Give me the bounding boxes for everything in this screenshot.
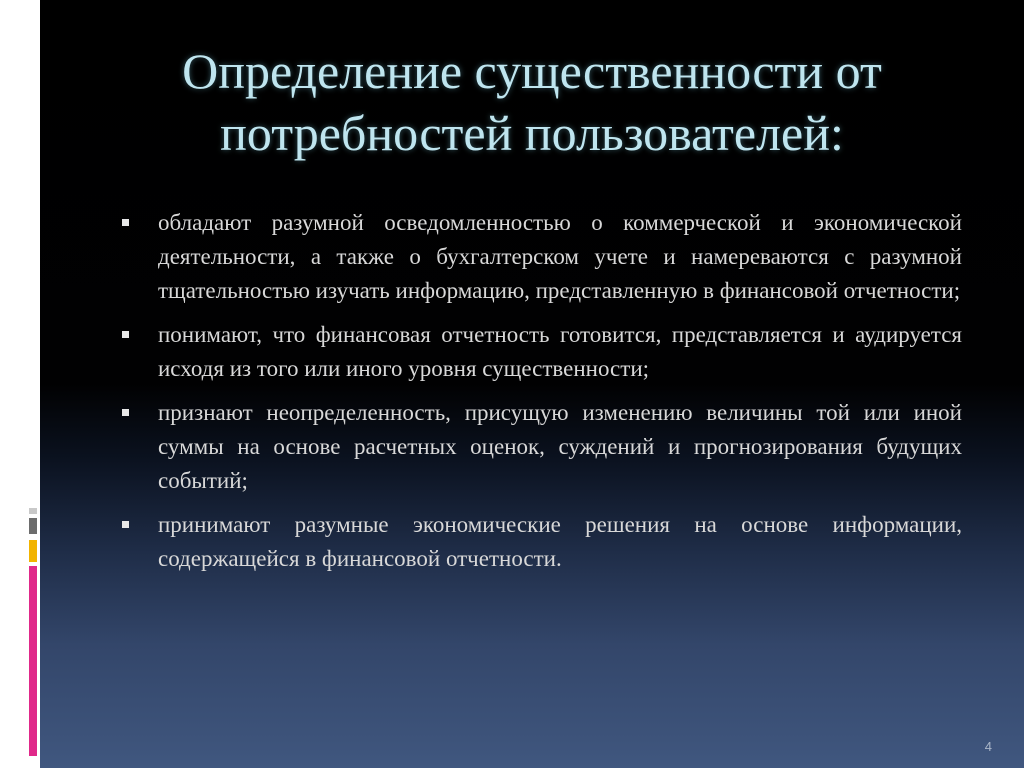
accent-bars [0, 0, 40, 768]
accent-bar-dark-gray [29, 518, 37, 534]
slide-title [40, 40, 1024, 164]
square-bullet-icon [122, 331, 129, 338]
accent-bar-magenta [29, 566, 37, 756]
bullet-text: принимают разумные экономические решения на основе информации, содержащейся в финансовой отчетности. [158, 512, 962, 571]
bullet-text: обладают разумной осведомленностью о коммерческой и экономической деятельности, а также о бухгалтерском учете и намереваются с разумной тщательностью изучать информацию, представленную в финансовой отчетности; [158, 210, 962, 303]
bullet-item [122, 508, 962, 576]
bullet-list [122, 206, 962, 586]
slide [40, 0, 1024, 768]
slide-title-line-1: Определение существенности от [182, 43, 882, 99]
bullet-item [122, 318, 962, 386]
slide-title-line-2: потребностей пользователей: [220, 105, 844, 161]
accent-bar-yellow [29, 540, 37, 562]
bullet-text: признают неопределенность, присущую изменению величины той или иной суммы на основе расчетных оценок, суждений и прогнозирования будущих событий; [158, 400, 962, 493]
bullet-item [122, 206, 962, 308]
bullet-text: понимают, что финансовая отчетность готовится, представляется и аудируется исходя из того или иного уровня существенности; [158, 322, 962, 381]
square-bullet-icon [122, 219, 129, 226]
accent-bar-light-gray [29, 508, 37, 514]
square-bullet-icon [122, 409, 129, 416]
bullet-item [122, 396, 962, 498]
square-bullet-icon [122, 521, 129, 528]
page-number: 4 [984, 739, 992, 754]
